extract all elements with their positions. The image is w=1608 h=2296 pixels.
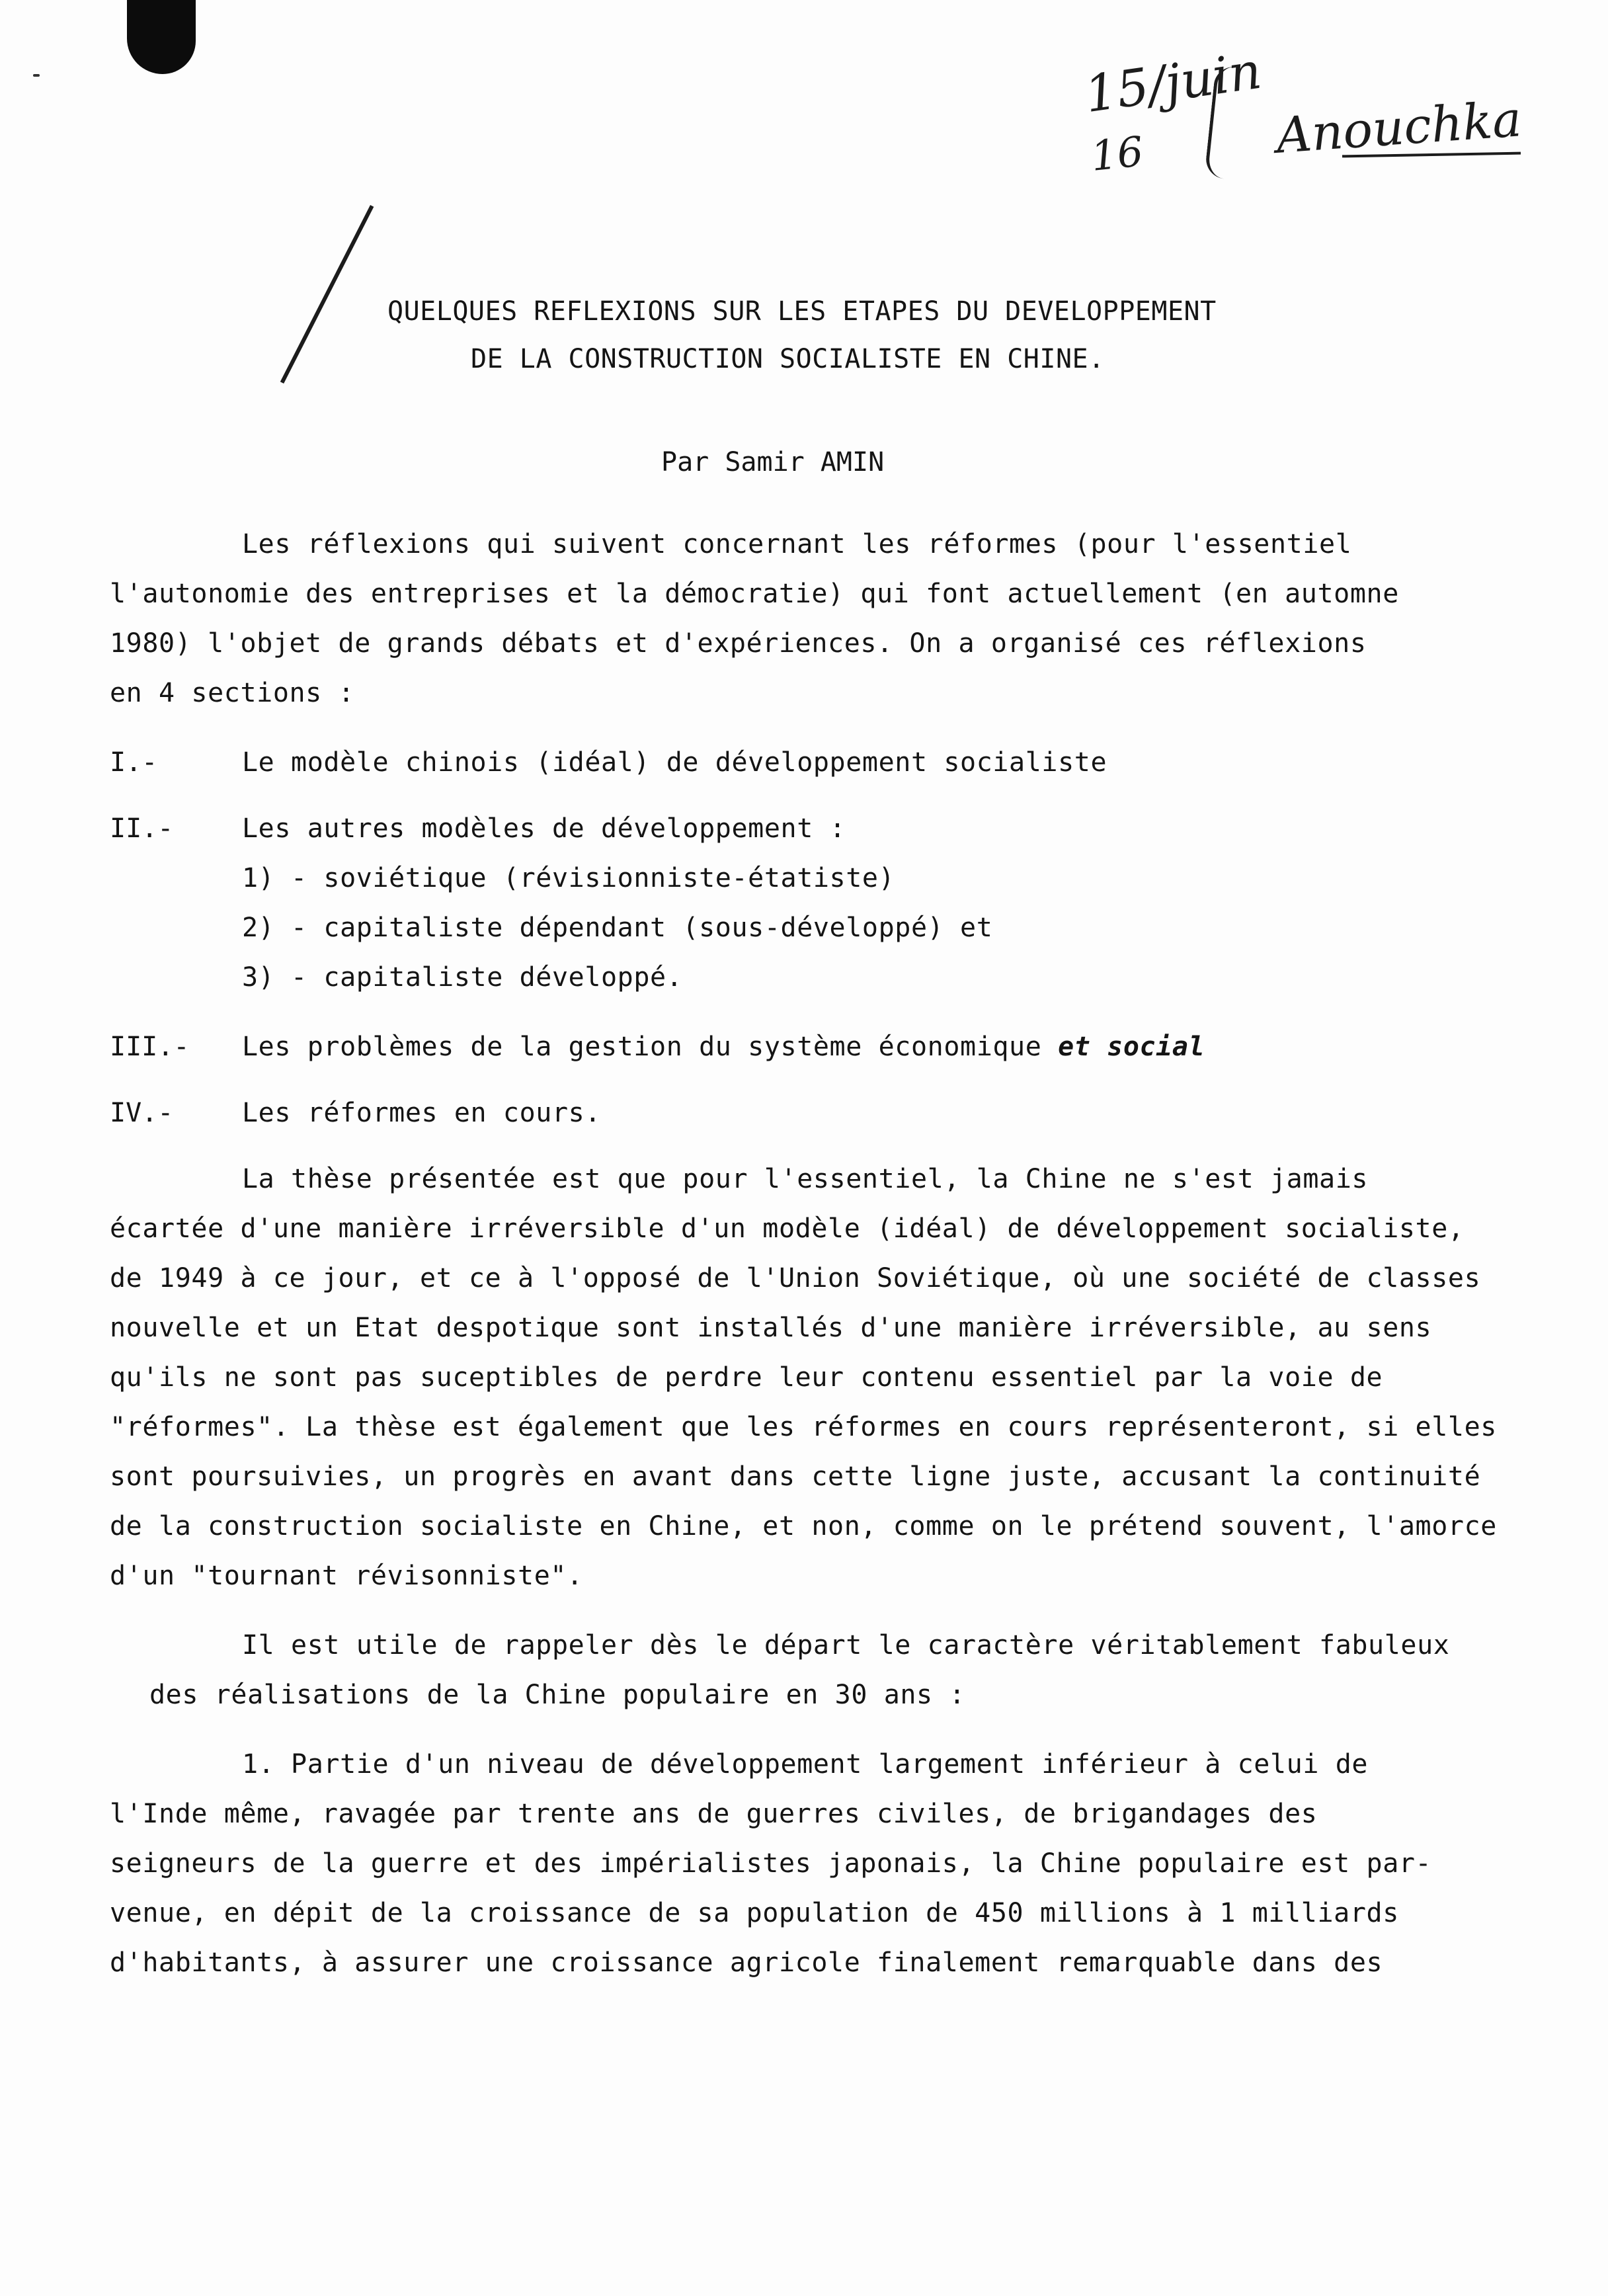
punch-hole bbox=[127, 0, 196, 74]
section-number: II.- bbox=[110, 813, 174, 844]
thesis-line: "réformes". La thèse est également que les réformes en cours représenteront, si elles bbox=[110, 1412, 1497, 1442]
point-line: d'habitants, à assurer une croissance agricole finalement remarquable dans des bbox=[110, 1948, 1383, 1978]
thesis-line: qu'ils ne sont pas suceptibles de perdre leur contenu essentiel par la voie de bbox=[110, 1362, 1383, 1393]
subsection-item: 3) - capitaliste développé. bbox=[242, 962, 683, 993]
section-text-bold: et social bbox=[1058, 1032, 1205, 1062]
section-text: Le modèle chinois (idéal) de développement socialiste bbox=[242, 747, 1107, 778]
author-byline: Par Samir AMIN bbox=[661, 447, 885, 477]
thesis-line: d'un "tournant révisonniste". bbox=[110, 1561, 583, 1591]
section-text bbox=[242, 1032, 1205, 1062]
thesis-line: sont poursuivies, un progrès en avant dans cette ligne juste, accusant la continuité bbox=[110, 1461, 1481, 1492]
point-line: venue, en dépit de la croissance de sa population de 450 millions à 1 milliards bbox=[110, 1898, 1399, 1928]
point-line: seigneurs de la guerre et des impérialistes japonais, la Chine populaire est par- bbox=[110, 1848, 1432, 1879]
handwritten-date: 15/juin bbox=[1081, 40, 1265, 124]
point-line: 1. Partie d'un niveau de développement largement inférieur à celui de bbox=[242, 1749, 1369, 1780]
speck-mark bbox=[33, 74, 40, 77]
thesis-line: nouvelle et un Etat despotique sont installés d'une manière irréversible, au sens bbox=[110, 1313, 1432, 1343]
section-text: Les autres modèles de développement : bbox=[242, 813, 846, 844]
thesis-line: de la construction socialiste en Chine, et non, comme on le prétend souvent, l'amorce bbox=[110, 1511, 1497, 1541]
intro-line: Les réflexions qui suivent concernant les réformes (pour l'essentiel bbox=[242, 529, 1352, 559]
thesis-line: La thèse présentée est que pour l'essentiel, la Chine ne s'est jamais bbox=[242, 1164, 1369, 1194]
recall-line: des réalisations de la Chine populaire en 30 ans : bbox=[149, 1680, 966, 1710]
intro-line: l'autonomie des entreprises et la démocratie) qui font actuellement (en automne bbox=[110, 579, 1399, 609]
subsection-item: 2) - capitaliste dépendant (sous-développé) et bbox=[242, 913, 993, 943]
intro-line: en 4 sections : bbox=[110, 678, 355, 708]
thesis-line: de 1949 à ce jour, et ce à l'opposé de l'Union Soviétique, où une société de classes bbox=[110, 1263, 1481, 1293]
section-text-plain: Les problèmes de la gestion du système économique bbox=[242, 1032, 1059, 1062]
section-number: III.- bbox=[110, 1032, 190, 1062]
title-line-1: QUELQUES REFLEXIONS SUR LES ETAPES DU DEVELOPPEMENT bbox=[387, 296, 1217, 327]
handwritten-slash bbox=[280, 205, 374, 384]
recall-line: Il est utile de rappeler dès le départ le caractère véritablement fabuleux bbox=[242, 1630, 1450, 1660]
point-line: l'Inde même, ravagée par trente ans de guerres civiles, de brigandages des bbox=[110, 1799, 1318, 1829]
handwritten-name: Anouchka bbox=[1274, 91, 1523, 165]
thesis-line: écartée d'une manière irréversible d'un modèle (idéal) de développement socialiste, bbox=[110, 1213, 1465, 1244]
intro-line: 1980) l'objet de grands débats et d'expériences. On a organisé ces réflexions bbox=[110, 628, 1367, 659]
section-text: Les réformes en cours. bbox=[242, 1098, 602, 1128]
subsection-item: 1) - soviétique (révisionniste-étatiste) bbox=[242, 863, 895, 893]
section-number: I.- bbox=[110, 747, 158, 778]
section-number: IV.- bbox=[110, 1098, 174, 1128]
title-line-2: DE LA CONSTRUCTION SOCIALISTE EN CHINE. bbox=[471, 344, 1105, 374]
handwritten-date-second: 16 bbox=[1088, 127, 1146, 181]
